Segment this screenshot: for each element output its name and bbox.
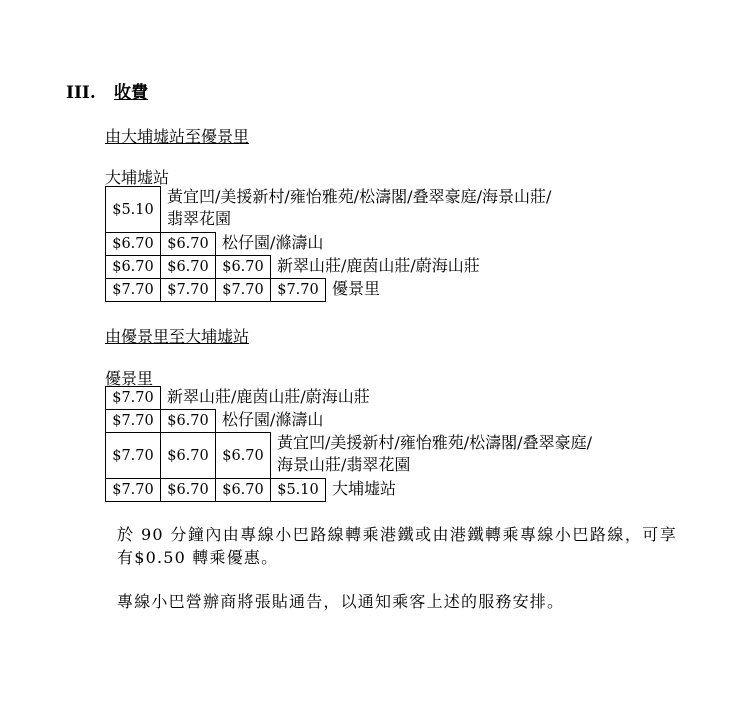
fare-cell: $7.70 — [270, 278, 326, 302]
fare-cell: $6.70 — [105, 232, 161, 256]
section-title: 收費 — [114, 83, 148, 103]
destination-line: 黃宜凹/美援新村/雍怡雅苑/松濤閣/叠翠豪庭/ — [277, 433, 592, 452]
route2-origin: 優景里 — [105, 369, 154, 388]
fare-cell: $7.70 — [105, 478, 161, 502]
route1-fare-table — [105, 186, 551, 302]
fare-cell: $7.70 — [105, 409, 161, 433]
destination — [271, 432, 592, 476]
destination-line: 海景山莊/翡翠花園 — [277, 455, 411, 474]
route2-fare-table — [105, 386, 592, 502]
route2-title: 由優景里至大埔墟站 — [105, 327, 250, 346]
fare-cell: $6.70 — [160, 432, 216, 479]
fare-cell: $7.70 — [105, 432, 161, 479]
fare-cell: $6.70 — [105, 255, 161, 279]
fare-row — [105, 186, 551, 233]
fare-row — [105, 232, 551, 256]
fare-cell: $7.70 — [105, 386, 161, 410]
destination-line: 大埔墟站 — [332, 479, 397, 498]
fare-cell: $6.70 — [215, 432, 271, 479]
fare-row — [105, 255, 551, 279]
destination-line: 松仔園/滌濤山 — [222, 233, 324, 252]
fare-row — [105, 478, 592, 502]
destination — [161, 186, 551, 230]
destination — [216, 232, 323, 254]
fare-cell: $7.70 — [215, 278, 271, 302]
destination-line: 翡翠花園 — [167, 209, 232, 228]
fare-cell: $5.10 — [105, 186, 161, 233]
destination — [326, 278, 380, 300]
fare-row — [105, 278, 551, 302]
fare-cell: $6.70 — [160, 409, 216, 433]
destination-line: 松仔園/滌濤山 — [222, 410, 324, 429]
fare-cell: $6.70 — [215, 255, 271, 279]
fare-cell: $5.10 — [270, 478, 326, 502]
destination — [271, 255, 480, 277]
destination-line: 優景里 — [332, 279, 381, 298]
destination — [161, 386, 370, 408]
destination — [216, 409, 323, 431]
fare-row — [105, 409, 592, 433]
route1-title: 由大埔墟站至優景里 — [105, 127, 250, 146]
fare-cell: $6.70 — [160, 478, 216, 502]
section-heading — [66, 78, 148, 103]
destination-line: 黃宜凹/美援新村/雍怡雅苑/松濤閣/叠翠豪庭/海景山莊/ — [167, 187, 552, 206]
fare-cell: $7.70 — [105, 278, 161, 302]
destination — [326, 478, 396, 500]
fare-row — [105, 432, 592, 479]
notice-note: 專線小巴營辦商將張貼通告，以通知乘客上述的服務安排。 — [117, 592, 565, 611]
destination-line: 新翠山莊/鹿茵山莊/蔚海山莊 — [167, 387, 370, 406]
destination-line: 新翠山莊/鹿茵山莊/蔚海山莊 — [277, 256, 480, 275]
fare-cell: $6.70 — [215, 478, 271, 502]
route1-origin: 大埔墟站 — [105, 168, 170, 187]
fare-cell: $6.70 — [160, 232, 216, 256]
fare-cell: $7.70 — [160, 278, 216, 302]
interchange-note: 於 90 分鐘內由專線小巴路線轉乘港鐵或由港鐵轉乘專線小巴路線，可享有$0.50 轉乘優惠。 — [117, 525, 677, 567]
fare-row — [105, 386, 592, 410]
fare-cell: $6.70 — [160, 255, 216, 279]
section-number: III. — [66, 83, 96, 103]
